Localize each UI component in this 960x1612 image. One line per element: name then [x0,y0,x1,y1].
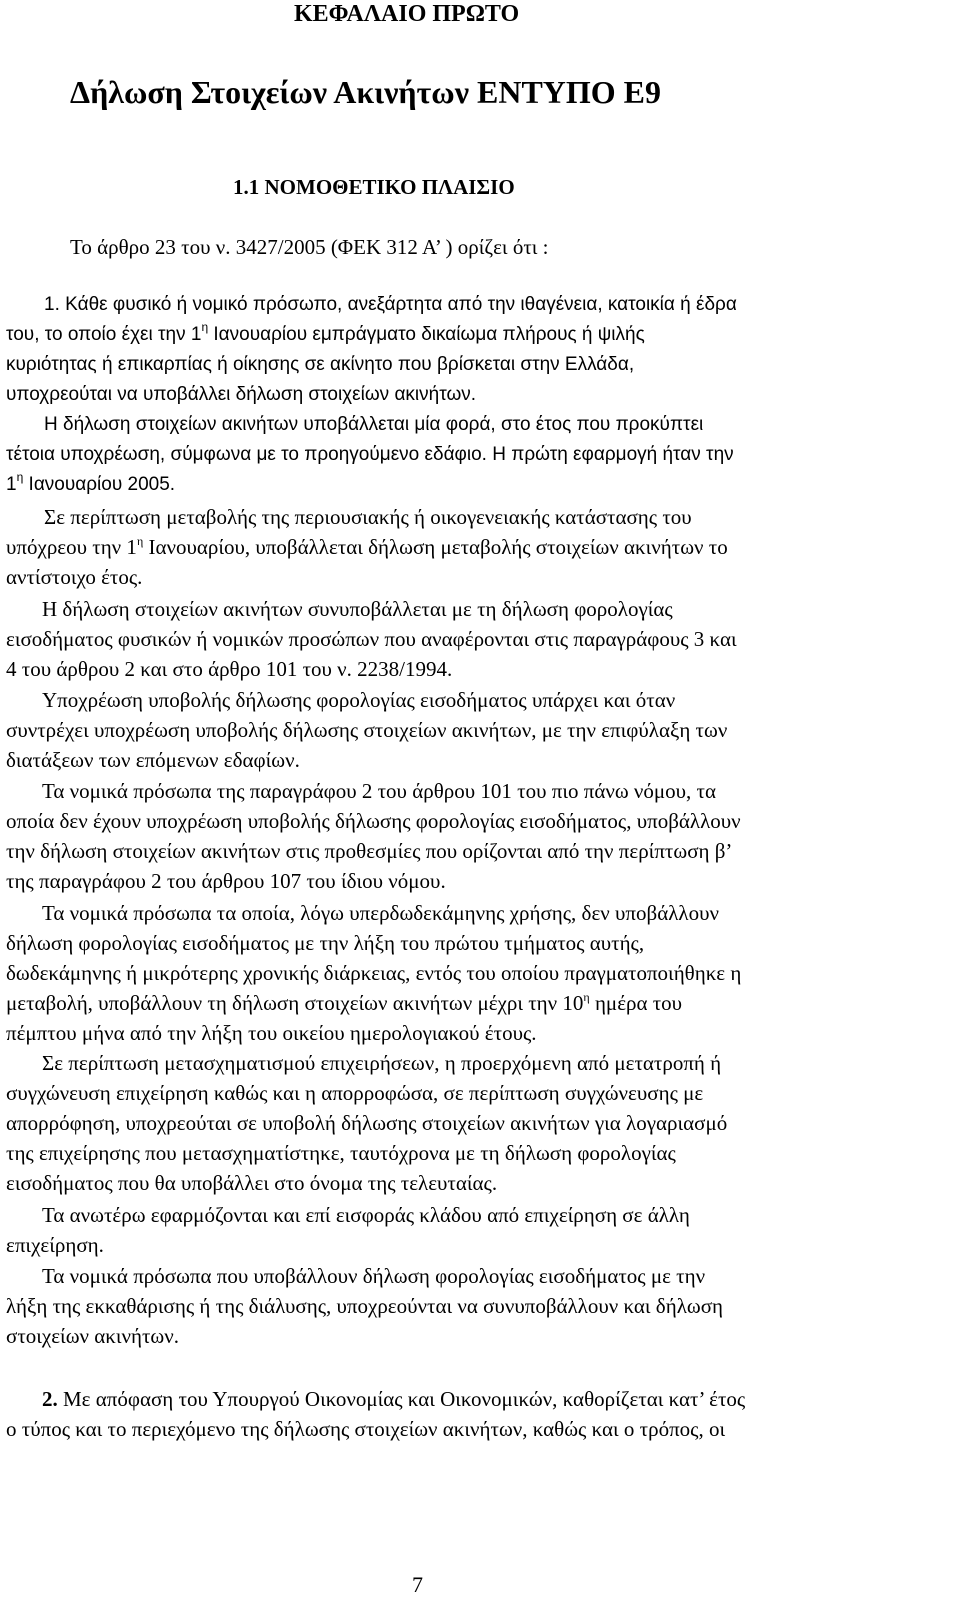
ordinal-superscript: η [201,320,209,334]
text-line: Η δήλωση στοιχείων ακινήτων υποβάλλεται μία φορά, στο έτος που προκύπτει [44,414,704,435]
text-line: υποχρεούται να υποβάλλει δήλωση στοιχείων ακινήτων. [6,384,477,405]
text-line: 1. Κάθε φυσικό ή νομικό πρόσωπο, ανεξάρτητα από την ιθαγένεια, κατοικία ή έδρα [44,294,737,315]
document-title: Δήλωση Στοιχείων Ακινήτων ΕΝΤΥΠΟ Ε9 [70,74,662,110]
text-line: της παραγράφου 2 του άρθρου 107 του ίδιου νόμου. [6,869,446,893]
text-line: Υποχρέωση υποβολής δήλωσης φορολογίας εισοδήματος υπάρχει και όταν [42,688,676,712]
text-line: απορρόφηση, υποχρεούται σε υποβολή δήλωσης στοιχείων ακινήτων για λογαριασμό [6,1111,728,1135]
section-heading: 1.1 ΝΟΜΟΘΕΤΙΚΟ ΠΛΑΙΣΙΟ [233,175,515,199]
text-line: τέτοια υποχρέωση, σύμφωνα με το προηγούμενο εδάφιο. Η πρώτη εφαρμογή ήταν την [6,444,734,465]
chapter-heading: ΚΕΦΑΛΑΙΟ ΠΡΩΤΟ [294,1,520,27]
text-line: επιχείρηση. [6,1233,104,1257]
text-line: του, το οποίο έχει την $1^\eta$ Ιανουαρίου εμπράγματο δικαίωμα πλήρους ή ψιλής [6,320,645,345]
text-line: Σε περίπτωση μετασχηματισμού επιχειρήσεων, η προερχόμενη από μετατροπή ή [42,1051,722,1075]
text-line: εισοδήματος φυσικών ή νομικών προσώπων που αναφέρονται στις παραγράφους 3 και [6,627,737,651]
text-line: Τα νομικά πρόσωπα που υποβάλλουν δήλωση φορολογίας εισοδήματος με την [42,1264,706,1288]
text-line: διατάξεων των επόμενων εδαφίων. [6,748,300,772]
text-line: ο τύπος και το περιεχόμενο της δήλωσης στοιχείων ακινήτων, καθώς και ο τρόπος, οι [6,1417,726,1441]
text-line: λήξη της εκκαθάρισης ή της διάλυσης, υποχρεούνται να συνυποβάλλουν και δήλωση [6,1294,723,1318]
text-line: οποία δεν έχουν υποχρέωση υποβολής δήλωσης φορολογίας εισοδήματος, υποβάλλουν [6,809,741,833]
text-line: μεταβολή, υποβάλλουν τη δήλωση στοιχείων ακινήτων μέχρι την $10^\eta$ ημέρα του [6,990,683,1015]
text-line: Τα νομικά πρόσωπα τα οποία, λόγω υπερδωδεκάμηνης χρήσης, δεν υποβάλλουν [42,901,719,925]
ordinal-superscript: η [136,534,144,548]
paragraph-number: 2. [42,1387,58,1411]
text-line: κυριότητας ή επικαρπίας ή οίκησης σε ακίνητο που βρίσκεται στην Ελλάδα, [6,354,635,375]
text-line: συγχώνευση επιχείρηση καθώς και η απορροφώσα, σε περίπτωση συγχώνευσης με [6,1081,704,1105]
text-line: Η δήλωση στοιχείων ακινήτων συνυποβάλλεται με τη δήλωση φορολογίας [42,597,673,621]
text-line: πέμπτου μήνα από την λήξη του οικείου ημερολογιακού έτους. [6,1021,537,1045]
text-line: συντρέχει υποχρέωση υποβολής δήλωσης στοιχείων ακινήτων, με την επιφύλαξη των [6,718,728,742]
text-line: $1^\eta$ Ιανουαρίου 2005. [6,470,176,495]
text-line: Σε περίπτωση μεταβολής της περιουσιακής ή οικογενειακής κατάστασης του [44,505,692,529]
text-line: Τα νομικά πρόσωπα της παραγράφου 2 του άρθρου 101 του πιο πάνω νόμου, τα [42,779,716,803]
text-line: της επιχείρησης που μετασχηματίστηκε, ταυτόχρονα με τη δήλωση φορολογίας [6,1141,676,1165]
text-line: Τα ανωτέρω εφαρμόζονται και επί εισφοράς κλάδου από επιχείρηση σε άλλη [42,1203,690,1227]
ordinal-superscript: η [16,470,24,484]
text-line: στοιχείων ακινήτων. [6,1324,179,1348]
ordinal-superscript: η [583,990,590,1004]
text-line: εισοδήματος που θα υποβάλλει στο όνομα της τελευταίας. [6,1171,498,1195]
text-line: δωδεκάμηνης ή μικρότερης χρονικής διάρκειας, εντός του οποίου πραγματοποιήθηκε η [6,961,742,985]
text-line: δήλωση φορολογίας εισοδήματος με την λήξη του πρώτου τμήματος αυτής, [6,931,645,955]
paragraph-number: 1. [44,294,60,315]
text-line: υπόχρεου την $1^\eta$ Ιανουαρίου, υποβάλλεται δήλωση μεταβολής στοιχείων ακινήτων το [6,534,728,559]
intro-line: Το άρθρο 23 του ν. 3427/2005 (ΦΕΚ 312 Α’ ) ορίζει ότι : [70,235,549,259]
text-line: 2. Με απόφαση του Υπουργού Οικονομίας και Οικονομικών, καθορίζεται κατ’ έτος [42,1387,746,1411]
text-line: αντίστοιχο έτος. [6,565,143,589]
text-line: 4 του άρθρου 2 και στο άρθρο 101 του ν. 2238/1994. [6,657,453,681]
text-line: την δήλωση στοιχείων ακινήτων στις προθεσμίες που ορίζονται από την περίπτωση β’ [6,839,733,863]
page-number: 7 [412,1572,423,1597]
